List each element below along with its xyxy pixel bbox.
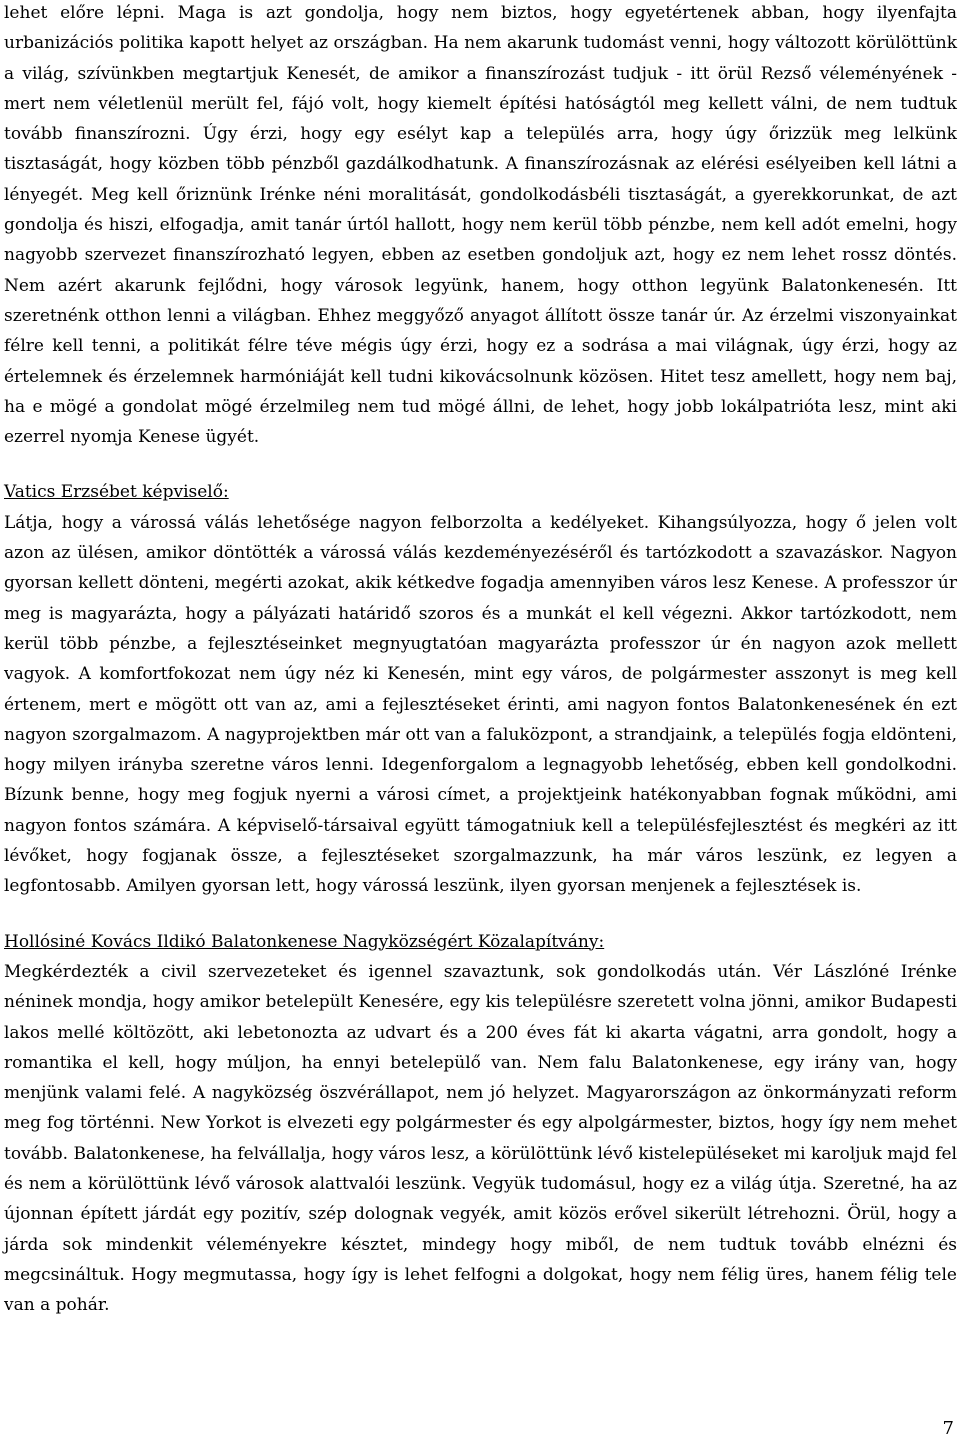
speaker-heading: Vatics Erzsébet képviselő:	[4, 482, 229, 503]
speaker-paragraph: Megkérdezték a civil szervezeteket és igennel szavaztunk, sok gondolkodás után. Vér Lászlóné Irénke néninek mondja, hogy amikor betelepült Kenesére, egy kis településre szeretett volna jönni, amikor Budapesti lakos mellé költözött, aki lebetonozta az udvart és a 200 éves fát ki akarta vágatni, arra gondolt, hogy a romantika el kell, hogy múljon, ha ennyi betelepülő van. Nem falu Balatonkenese, egy irány van, hogy menjünk valami felé. A nagyközség öszvérállapot, nem jó helyzet. Magyarországon az önkormányzati reform meg fog történni. New Yorkot is elvezeti egy polgármester és egy alpolgármester, biztos, hogy így nem mehet tovább. Balatonkenese, ha felvállalja, hogy város lesz, a körülöttünk lévő kistelepüléseket mi karoljuk majd fel és nem a körülöttünk lévő városok alattvalói leszünk. Vegyük tudomásul, hogy ez a világ útja. Szeretné, ha az újonnan épített járdát egy pozitív, szép dolognak vegyék, amit közös erővel sikerült létrehozni. Örül, hogy a járda sok mindenkit véleményekre késztet, mindegy hogy miből, de nem tudtuk tovább elnézni és megcsináltuk. Hogy megmutassa, hogy így is lehet felfogni a dolgokat, hogy nem félig üres, hanem félig tele van a pohár.	[4, 961, 957, 1316]
body-paragraph: lehet előre lépni. Maga is azt gondolja, hogy nem biztos, hogy egyetértenek abban, hogy ilyenfajta urbanizációs politika kapott helyet az országban. Ha nem akarunk tudomást venni, hogy változott körülöttünk a világ, szívünkben megtartjuk Kenesét, de amikor a finanszírozást tudjuk - itt örül Rezső véleményének - mert nem véletlenül merült fel, fájó volt, hogy kiemelt építési hatóságtól meg kellett válni, de nem tudtuk tovább finanszírozni. Úgy érzi, hogy egy esélyt kap a település arra, hogy úgy őrizzük meg lelkünk tisztaságát, hogy közben több pénzből gazdálkodhatunk. A finanszírozásnak az elérési esélyeiben kell látni a lényegét. Meg kell őriznünk Irénke néni moralitását, gondolkodásbéli tisztaságát, a gyerekkorunkat, de azt gondolja és hiszi, elfogadja, amit tanár úrtól hallott, hogy nem kerül több pénzbe, nem kell adót emelni, hogy nagyobb szervezet finanszírozható legyen, ebben az esetben gondoljuk azt, hogy ez nem lehet rossz döntés. Nem azért akarunk fejlődni, hogy városok legyünk, hanem, hogy otthon legyünk Balatonkenesén. Itt szeretnénk otthon lenni a világban. Ehhez meggyőző anyagot állított össze tanár úr. Az érzelmi viszonyainkat félre kell tenni, a politikát félre téve mégis úgy érzi, hogy ez a sodrása a mai világnak, úgy érzi, hogy az értelemnek és érzelemnek harmóniáját kell tudni kikovácsolnunk közösen. Hitet tesz amellett, hogy nem baj, ha e mögé a gondolat mögé érzelmileg nem tud mögé állni, de lehet, hogy jobb lokálpatrióta lesz, mint aki ezerrel nyomja Kenese ügyét.	[4, 3, 957, 448]
speaker-paragraph: Látja, hogy a várossá válás lehetősége nagyon felborzolta a kedélyeket. Kihangsúlyozza, hogy ő jelen volt azon az ülésen, amikor döntötték a várossá válás kezdeményezéséről és tartózkodott a szavazáskor. Nagyon gyorsan kellett dönteni, megérti azokat, akik kétkedve fogadja amennyiben város lesz Kenese. A professzor úr meg is magyarázta, hogy a pályázati határidő szoros és a munkát el kell végezni. Akkor tartózkodott, nem kerül több pénzbe, a fejlesztéseinket megnyugtatóan magyarázta professzor úr én nagyon azok mellett vagyok. A komfortfokozat nem úgy néz ki Kenesén, mint egy város, de polgármester asszonyt is meg kell értenem, mert e mögött ott van az, ami a fejlesztéseket érinti, ami nagyon fontos Balatonkenesének én ezt nagyon szorgalmazom. A nagyprojektben már ott van a faluközpont, a strandjaink, a település fogja eldönteni, hogy milyen irányba szeretne város lenni. Idegenforgalom a legnagyobb lehetőség, ebben kell gondolkodni. Bízunk benne, hogy meg fogjuk nyerni a városi címet, a projektjeink hatékonyabban fognak működni, ami nagyon fontos számára. A képviselő-társaival együtt támogatniuk kell a településfejlesztést és megkéri az itt lévőket, hogy fogjanak össze, a fejlesztéseket szorgalmazzunk, ha már város leszünk, ez legyen a legfontosabb. Amilyen gyorsan lett, hogy várossá leszünk, ilyen gyorsan menjenek a fejlesztések is.	[4, 512, 957, 897]
speaker-heading: Hollósiné Kovács Ildikó Balatonkenese Nagyközségért Közalapítvány:	[4, 931, 605, 952]
speaker-section	[4, 927, 957, 1321]
page-number: 7	[942, 1418, 954, 1439]
speaker-section	[4, 477, 957, 901]
